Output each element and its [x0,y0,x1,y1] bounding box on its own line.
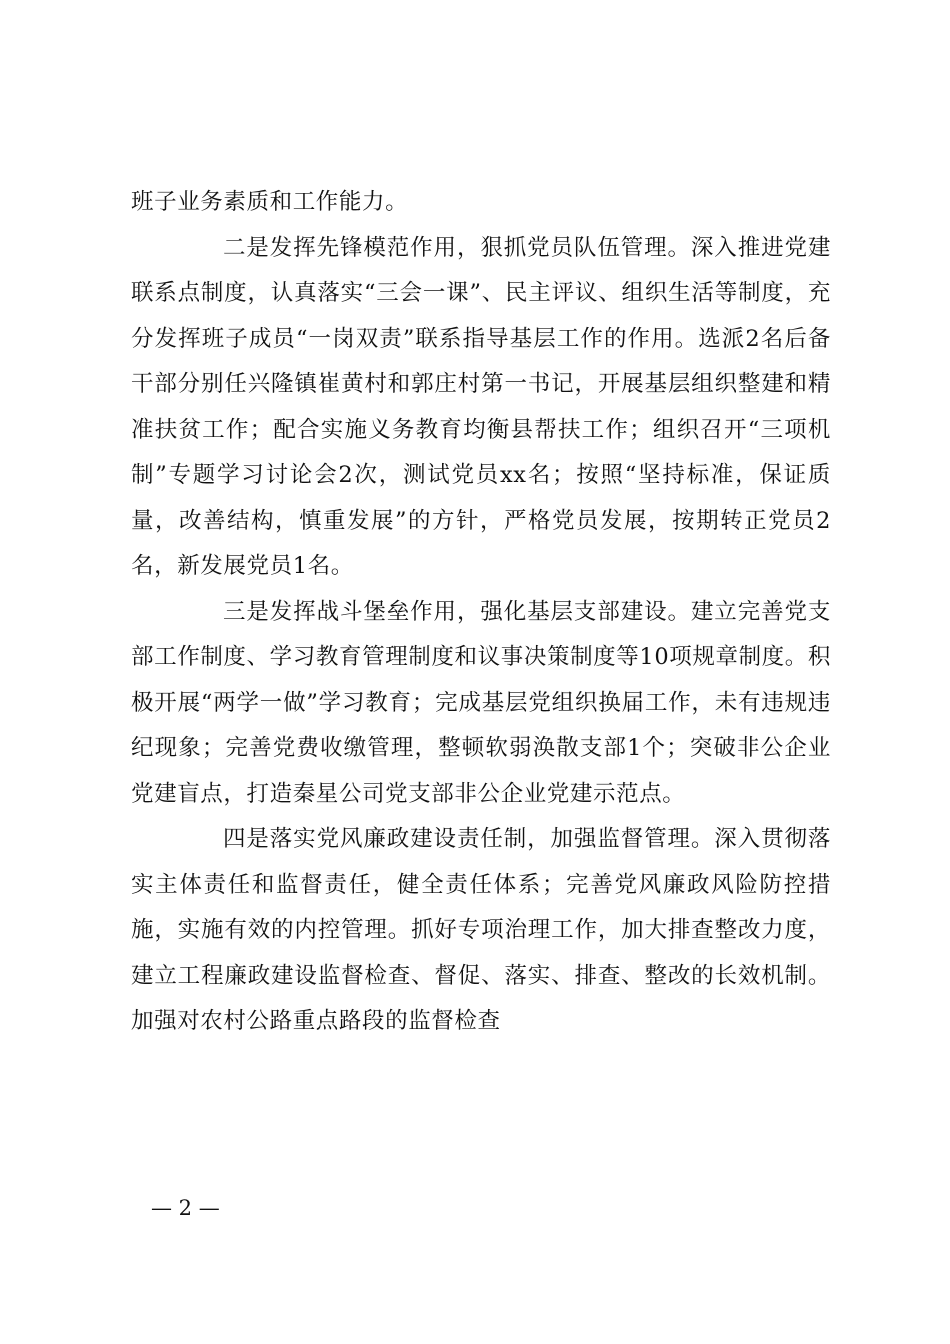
paragraph-branch-construction: 三是发挥战斗堡垒作用，强化基层支部建设。建立完善党支部工作制度、学习教育管理制度和议事决策制度等10项规章制度。积极开展“两学一做”学习教育；完成基层党组织换届工作，未有违规违纪现象；完善党费收缴管理，整顿软弱涣散支部1个；突破非公企业党建盲点，打造秦星公司党支部非公企业党建示范点。 [131,598,831,807]
paragraph-party-member-management: 二是发挥先锋模范作用，狠抓党员队伍管理。深入推进党建联系点制度，认真落实“三会一课”、民主评议、组织生活等制度，充分发挥班子成员“一岗双责”联系指导基层工作的作用。选派2名后备干部分别任兴隆镇崔黄村和郭庄村第一书记，开展基层组织整建和精准扶贫工作；配合实施义务教育均衡县帮扶工作；组织召开“三项机制”专题学习讨论会2次，测试党员xx名；按照“坚持标准，保证质量，改善结构，慎重发展”的方针，严格党员发展，按期转正党员2名，新发展党员1名。 [131,234,831,579]
document-body [131,180,831,1045]
paragraph-integrity-supervision: 四是落实党风廉政建设责任制，加强监督管理。深入贯彻落实主体责任和监督责任，健全责任体系；完善党风廉政风险防控措施，实施有效的内控管理。抓好专项治理工作，加大排查整改力度，建立工程廉政建设监督检查、督促、落实、排查、整改的长效机制。加强对农村公路重点路段的监督检查 [131,826,831,1034]
page-number: — 2 — [151,1196,220,1220]
paragraph-continuation: 班子业务素质和工作能力。 [131,189,409,215]
